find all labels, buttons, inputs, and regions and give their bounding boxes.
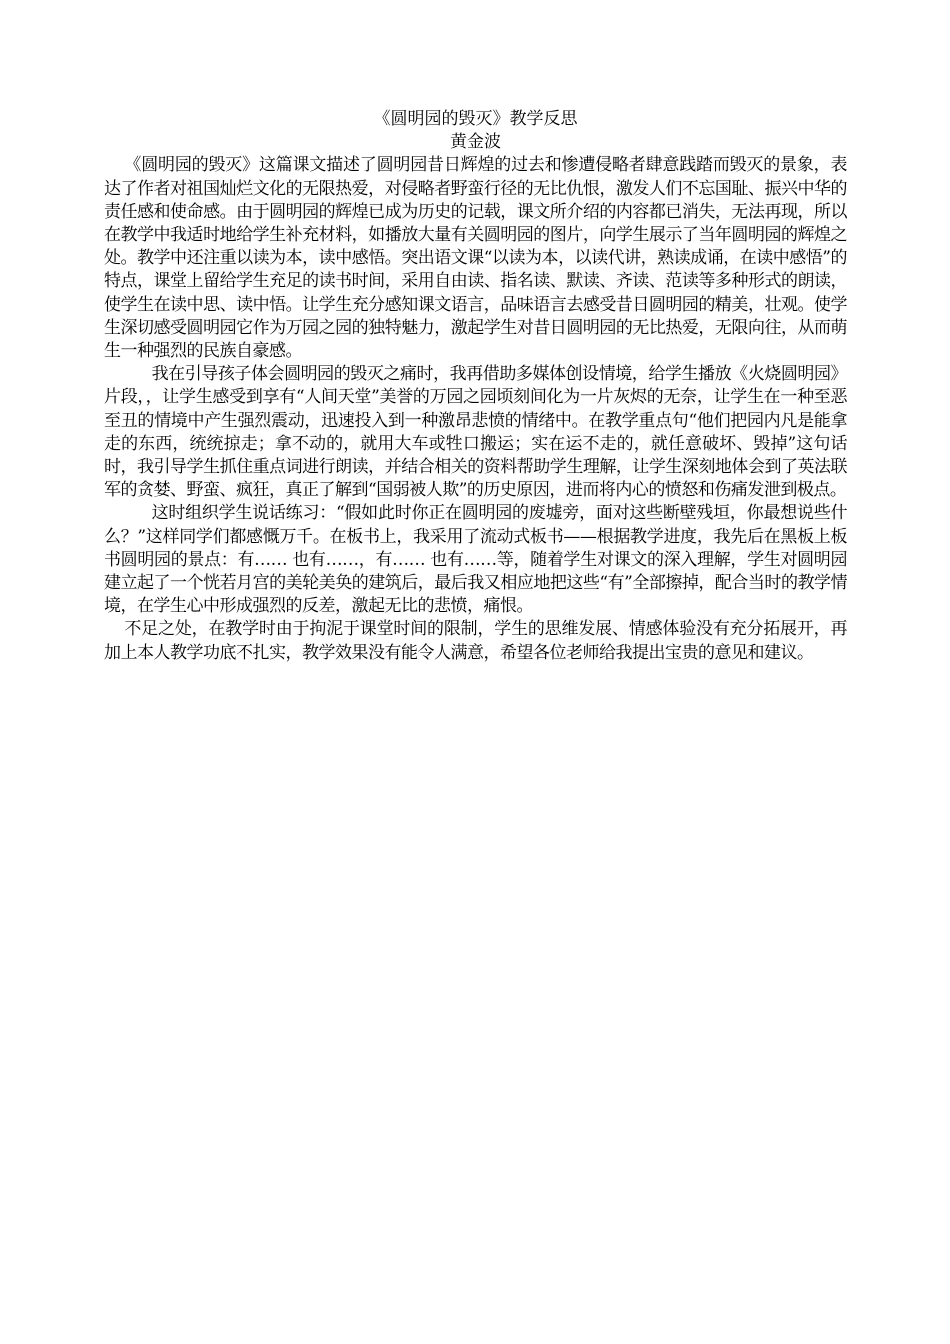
document-title: 《圆明园的毁灭》教学反思 [373, 109, 578, 129]
paragraph-4: 不足之处，在教学时由于拘泥于课堂时间的限制，学生的思维发展、情感体验没有充分拓展开，再加上本人教学功底不扎实，教学效果没有能令人满意，希望各位老师给我提出宝贵的意见和建议。 [104, 619, 847, 663]
paragraph-3: 这时组织学生说话练习：“假如此时你正在圆明园的废墟旁，面对这些断壁残垣，你最想说些什么？”这样同学们都感慨万千。在板书上，我采用了流动式板书——根据教学进度，我先后在黑板上板书圆明园的景点：有…… 也有……，有…… 也有……等，随着学生对课文的深入理解，学生对圆明园建立起了一个恍若月宫的美轮美奂的建筑后，最后我又相应地把这些“有”全部擦掉，配合当时的教学情境，在学生心中形成强烈的反差，激起无比的悲愤，痛恨。 [104, 503, 847, 617]
document-author: 黄金波 [450, 132, 501, 153]
paragraph-1: 《圆明园的毁灭》这篇课文描述了圆明园昔日辉煌的过去和惨遭侵略者肆意践踏而毁灭的景象，表达了作者对祖国灿烂文化的无限热爱，对侵略者野蛮行径的无比仇恨，激发人们不忘国耻、振兴中华的责任感和使命感。由于圆明园的辉煌已成为历史的记载，课文所介绍的内容都已消失，无法再现，所以在教学中我适时地给学生补充材料，如播放大量有关圆明园的图片，向学生展示了当年圆明园的辉煌之处。教学中还注重以读为本，读中感悟。突出语文课“以读为本，以读代讲，熟读成诵，在读中感悟”的特点，课堂上留给学生充足的读书时间，采用自由读、指名读、默读、齐读、范读等多种形式的朗读，使学生在读中思、读中悟。让学生充分感知课文语言，品味语言去感受昔日圆明园的精美，壮观。使学生深切感受圆明园它作为万园之园的独特魅力，激起学生对昔日圆明园的无比热爱，无限向往，从而萌生一种强烈的民族自豪感。 [104, 155, 847, 362]
paragraph-2: 我在引导孩子体会圆明园的毁灭之痛时，我再借助多媒体创设情境，给学生播放《火烧圆明园》片段，，让学生感受到享有“人间天堂”美誉的万园之园顷刻间化为一片灰烬的无奈，让学生在一种至恶至丑的情境中产生强烈震动，迅速投入到一种激昂悲愤的情绪中。在教学重点句“他们把园内凡是能拿走的东西，统统掠走；拿不动的，就用大车或牲口搬运；实在运不走的，就任意破坏、毁掉”这句话时，我引导学生抓住重点词进行朗读，并结合相关的资料帮助学生理解，让学生深刻地体会到了英法联军的贪婪、野蛮、疯狂，真正了解到“国弱被人欺”的历史原因，进而将内心的愤怒和伤痛发泄到极点。 [104, 364, 847, 501]
document-page [104, 108, 847, 665]
